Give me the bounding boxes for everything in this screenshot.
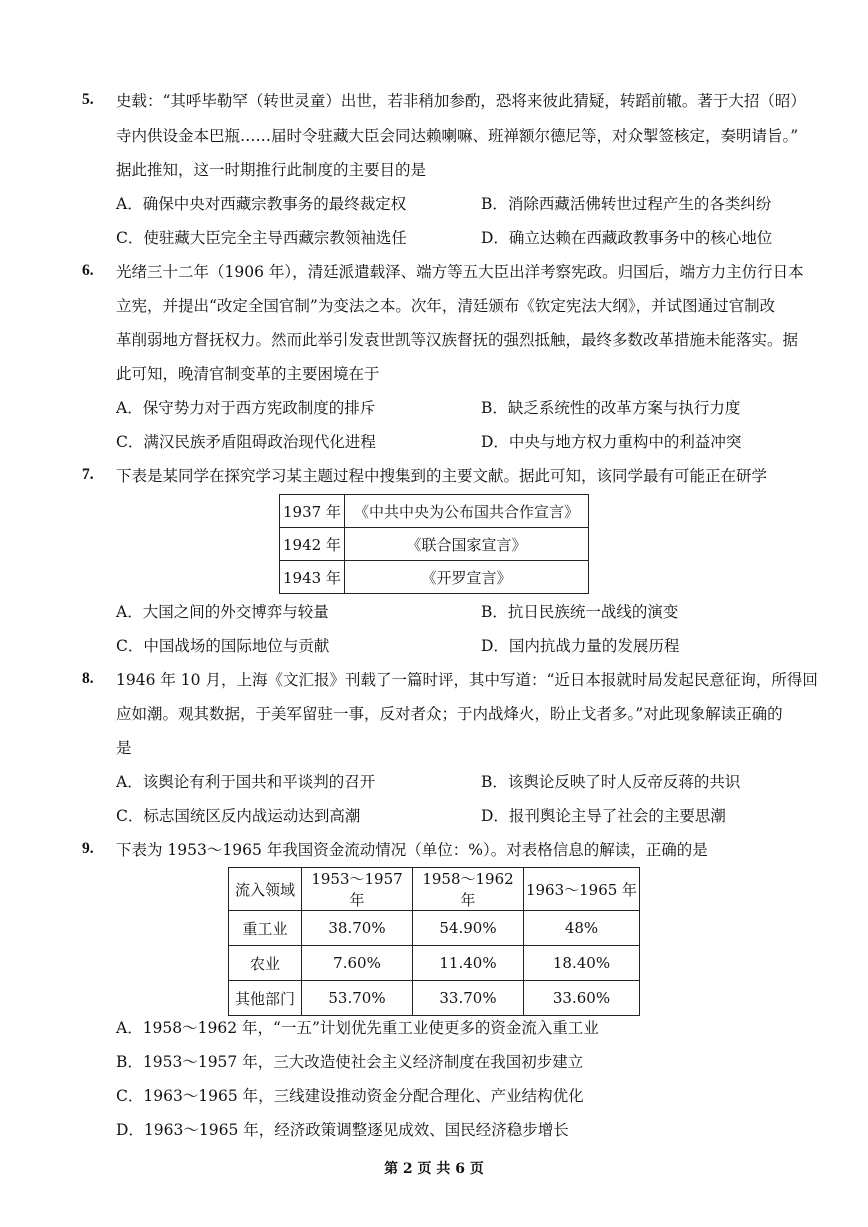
question-5-option-c[interactable]: C．使驻藏大臣完全主导西藏宗教领袖选任 [116, 229, 407, 247]
question-9-option-a[interactable]: A．1958～1962 年，“一五”计划优先重工业使更多的资金流入重工业 [116, 1019, 599, 1037]
table-row [229, 911, 640, 946]
question-7-option-b[interactable]: B．抗日民族统一战线的演变 [481, 603, 679, 621]
table-cell: 7.60% [302, 946, 413, 981]
table-cell: 48% [524, 911, 640, 946]
table-cell: 33.60% [524, 981, 640, 1016]
table-cell: 其他部门 [229, 981, 302, 1016]
table-cell: 33.70% [413, 981, 524, 1016]
documents-table [279, 494, 589, 594]
question-6-option-d[interactable]: D．中央与地方权力重构中的利益冲突 [481, 433, 742, 451]
table-header-cell: 1963～1965 年 [524, 868, 640, 911]
question-8-option-b[interactable]: B．该舆论反映了时人反帝反蒋的共识 [481, 773, 741, 791]
table-row [280, 561, 589, 594]
question-9-option-b[interactable]: B．1953～1957 年，三大改造使社会主义经济制度在我国初步建立 [116, 1053, 584, 1071]
question-6-option-b[interactable]: B．缺乏系统性的改革方案与执行力度 [481, 399, 741, 417]
question-7-number: 7. [82, 466, 94, 483]
table-cell: 53.70% [302, 981, 413, 1016]
table-row [229, 981, 640, 1016]
question-6-text-line-3: 革削弱地方督抚权力。然而此举引发袁世凯等汉族督抚的强烈抵触，最终多数改革措施未能落实。据 [116, 331, 799, 349]
table-cell-document: 《联合国家宣言》 [345, 528, 589, 561]
question-7-text-line-1: 下表是某同学在探究学习某主题过程中搜集到的主要文献。据此可知，该同学最有可能正在研学 [116, 467, 768, 485]
question-8-number: 8. [82, 670, 94, 687]
table-row [280, 495, 589, 528]
question-8-text-line-3: 是 [116, 739, 132, 757]
table-cell: 重工业 [229, 911, 302, 946]
table-header-cell: 流入领域 [229, 868, 302, 911]
question-6-text-line-4: 此可知，晚清官制变革的主要困境在于 [116, 365, 380, 383]
question-6-number: 6. [82, 262, 94, 279]
question-5-option-a[interactable]: A．确保中央对西藏宗教事务的最终裁定权 [116, 195, 407, 213]
question-5-option-d[interactable]: D．确立达赖在西藏政教事务中的核心地位 [481, 229, 773, 247]
capital-flow-table [228, 867, 640, 1016]
table-cell: 38.70% [302, 911, 413, 946]
table-cell-year: 1942 年 [280, 528, 345, 561]
question-7-option-a[interactable]: A．大国之间的外交博弈与较量 [116, 603, 329, 621]
table-cell-year: 1943 年 [280, 561, 345, 594]
table-row [229, 946, 640, 981]
question-6-option-a[interactable]: A．保守势力对于西方宪政制度的排斥 [116, 399, 376, 417]
question-8-text-line-2: 应如潮。观其数据，于美军留驻一事，反对者众；于内战烽火，盼止戈者多。”对此现象解读正确的 [116, 705, 783, 723]
table-cell: 54.90% [413, 911, 524, 946]
table-cell: 11.40% [413, 946, 524, 981]
question-7-option-c[interactable]: C．中国战场的国际地位与贡献 [116, 637, 330, 655]
question-8-text-line-1: 1946 年 10 月，上海《文汇报》刊载了一篇时评，其中写道：“近日本报就时局发起民意征询，所得回 [116, 671, 818, 689]
question-9-number: 9. [82, 840, 94, 857]
question-8-option-a[interactable]: A．该舆论有利于国共和平谈判的召开 [116, 773, 376, 791]
question-5-text-line-2: 寺内供设金本巴瓶……届时令驻藏大臣会同达赖喇嘛、班禅额尔德尼等，对众掣签核定，奏明请旨。” [116, 127, 799, 145]
table-header-row [229, 868, 640, 911]
table-cell-year: 1937 年 [280, 495, 345, 528]
question-5-option-b[interactable]: B．消除西藏活佛转世过程产生的各类纠纷 [481, 195, 772, 213]
table-row [280, 528, 589, 561]
table-cell-document: 《开罗宣言》 [345, 561, 589, 594]
question-6-option-c[interactable]: C．满汉民族矛盾阻碍政治现代化进程 [116, 433, 376, 451]
table-cell-document: 《中共中央为公布国共合作宣言》 [345, 495, 589, 528]
table-cell: 18.40% [524, 946, 640, 981]
page-number-footer: 第 2 页 共 6 页 [384, 1161, 484, 1177]
question-9-option-c[interactable]: C．1963～1965 年，三线建设推动资金分配合理化、产业结构优化 [116, 1087, 584, 1105]
question-5-text-line-1: 史载：“其呼毕勒罕（转世灵童）出世，若非稍加参酌，恐将来彼此猜疑，转蹈前辙。著于大招（昭） [116, 92, 806, 110]
question-5-number: 5. [82, 91, 94, 108]
question-8-option-d[interactable]: D．报刊舆论主导了社会的主要思潮 [481, 807, 726, 825]
question-6-text-line-2: 立宪，并提出“改定全国官制”为变法之本。次年，清廷颁布《钦定宪法大纲》，并试图通过官制改 [116, 297, 776, 315]
table-header-cell: 1958～1962 年 [413, 868, 524, 911]
question-9-text-line-1: 下表为 1953～1965 年我国资金流动情况（单位：%）。对表格信息的解读，正确的是 [116, 841, 708, 859]
question-7-option-d[interactable]: D．国内抗战力量的发展历程 [481, 637, 680, 655]
question-6-text-line-1: 光绪三十二年（1906 年），清廷派遣载泽、端方等五大臣出洋考察宪政。归国后，端方力主仿行日本 [116, 263, 804, 281]
question-9-option-d[interactable]: D．1963～1965 年，经济政策调整逐见成效、国民经济稳步增长 [116, 1121, 569, 1139]
table-header-cell: 1953～1957 年 [302, 868, 413, 911]
question-8-option-c[interactable]: C．标志国统区反内战运动达到高潮 [116, 807, 361, 825]
question-5-text-line-3: 据此推知，这一时期推行此制度的主要目的是 [116, 161, 427, 179]
table-cell: 农业 [229, 946, 302, 981]
